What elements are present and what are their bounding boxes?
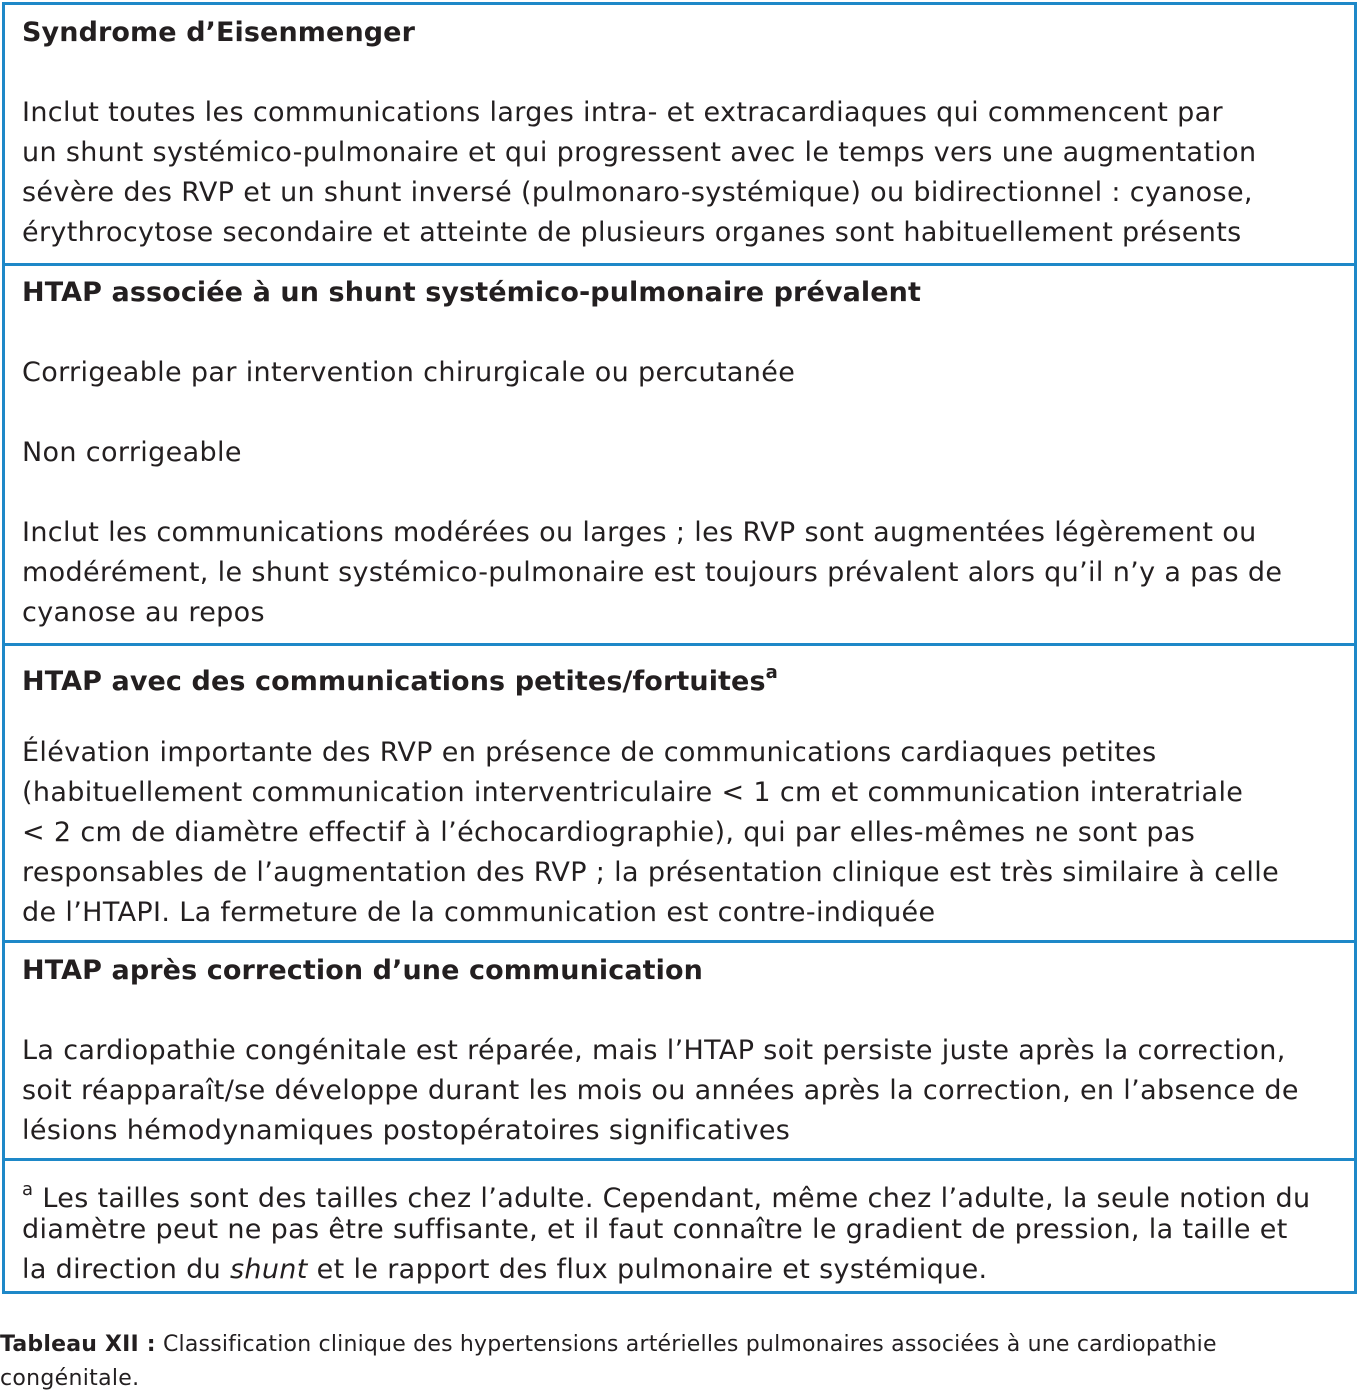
row-heading: HTAP associée à un shunt systémico-pulmonaire prévalent [22, 277, 921, 308]
row-text: cyanose au repos [22, 597, 265, 628]
footnote-line: la direction du shunt et le rapport des flux pulmonaire et systémique. [22, 1254, 988, 1285]
table-caption [0, 1328, 1217, 1362]
caption-label: Tableau XII : [0, 1332, 156, 1357]
table-row [5, 5, 1354, 263]
row-text: érythrocytose secondaire et atteinte de plusieurs organes sont habituellement présents [22, 217, 1242, 248]
footnote-marker: a [765, 662, 778, 683]
row-heading: Syndrome d’Eisenmenger [22, 17, 416, 48]
row-text: responsables de l’augmentation des RVP ; la présentation clinique est très similaire à celle [22, 857, 1280, 888]
row-text: Inclut toutes les communications larges intra- et extracardiaques qui commencent par [22, 97, 1224, 128]
row-text: La cardiopathie congénitale est réparée, mais l’HTAP soit persiste juste après la correction, [22, 1035, 1286, 1066]
row-text: lésions hémodynamiques postopératoires significatives [22, 1115, 791, 1146]
row-text: soit réapparaît/se développe durant les mois ou années après la correction, en l’absence de [22, 1075, 1299, 1106]
row-text: Inclut les communications modérées ou larges ; les RVP sont augmentées légèrement ou [22, 517, 1257, 548]
table-row [5, 940, 1354, 1158]
row-text: < 2 cm de diamètre effectif à l’échocardiographie), qui par elles-mêmes ne sont pas [22, 817, 1196, 848]
row-text: Corrigeable par intervention chirurgicale ou percutanée [22, 357, 796, 388]
row-text: Non corrigeable [22, 437, 242, 468]
row-text: Élévation importante des RVP en présence de communications cardiaques petites [22, 737, 1157, 768]
row-text: sévère des RVP et un shunt inversé (pulmonaro-systémique) ou bidirectionnel : cyanose, [22, 177, 1253, 208]
table-caption-continued: congénitale. [0, 1366, 140, 1391]
row-text: modérément, le shunt systémico-pulmonaire est toujours prévalent alors qu’il n’y a pas de [22, 557, 1283, 588]
row-text: (habituellement communication interventriculaire < 1 cm et communication interatriale [22, 777, 1244, 808]
classification-table [2, 2, 1357, 1294]
footnote-line: diamètre peut ne pas être suffisante, et il faut connaître le gradient de pression, la taille et [22, 1214, 1288, 1245]
caption-text: Classification clinique des hypertensions artérielles pulmonaires associées à une cardiopathie [155, 1332, 1217, 1357]
row-heading [22, 653, 778, 702]
row-text: un shunt systémico-pulmonaire et qui progressent avec le temps vers une augmentation [22, 137, 1257, 168]
row-text: de l’HTAPI. La fermeture de la communication est contre-indiquée [22, 897, 936, 928]
footnote-marker: a [22, 1179, 34, 1200]
footnote-line: $^a$ Les tailles sont des tailles chez l’adulte. Cependant, même chez l’adulte, la seule notion du [22, 1179, 1311, 1214]
italic-term: shunt [229, 1254, 308, 1285]
row-heading: HTAP après correction d’une communication [22, 955, 703, 986]
table-row [5, 643, 1354, 940]
table-row [5, 263, 1354, 643]
table-footnote [5, 1158, 1354, 1291]
row-heading-text: HTAP avec des communications petites/fortuites [22, 666, 766, 697]
